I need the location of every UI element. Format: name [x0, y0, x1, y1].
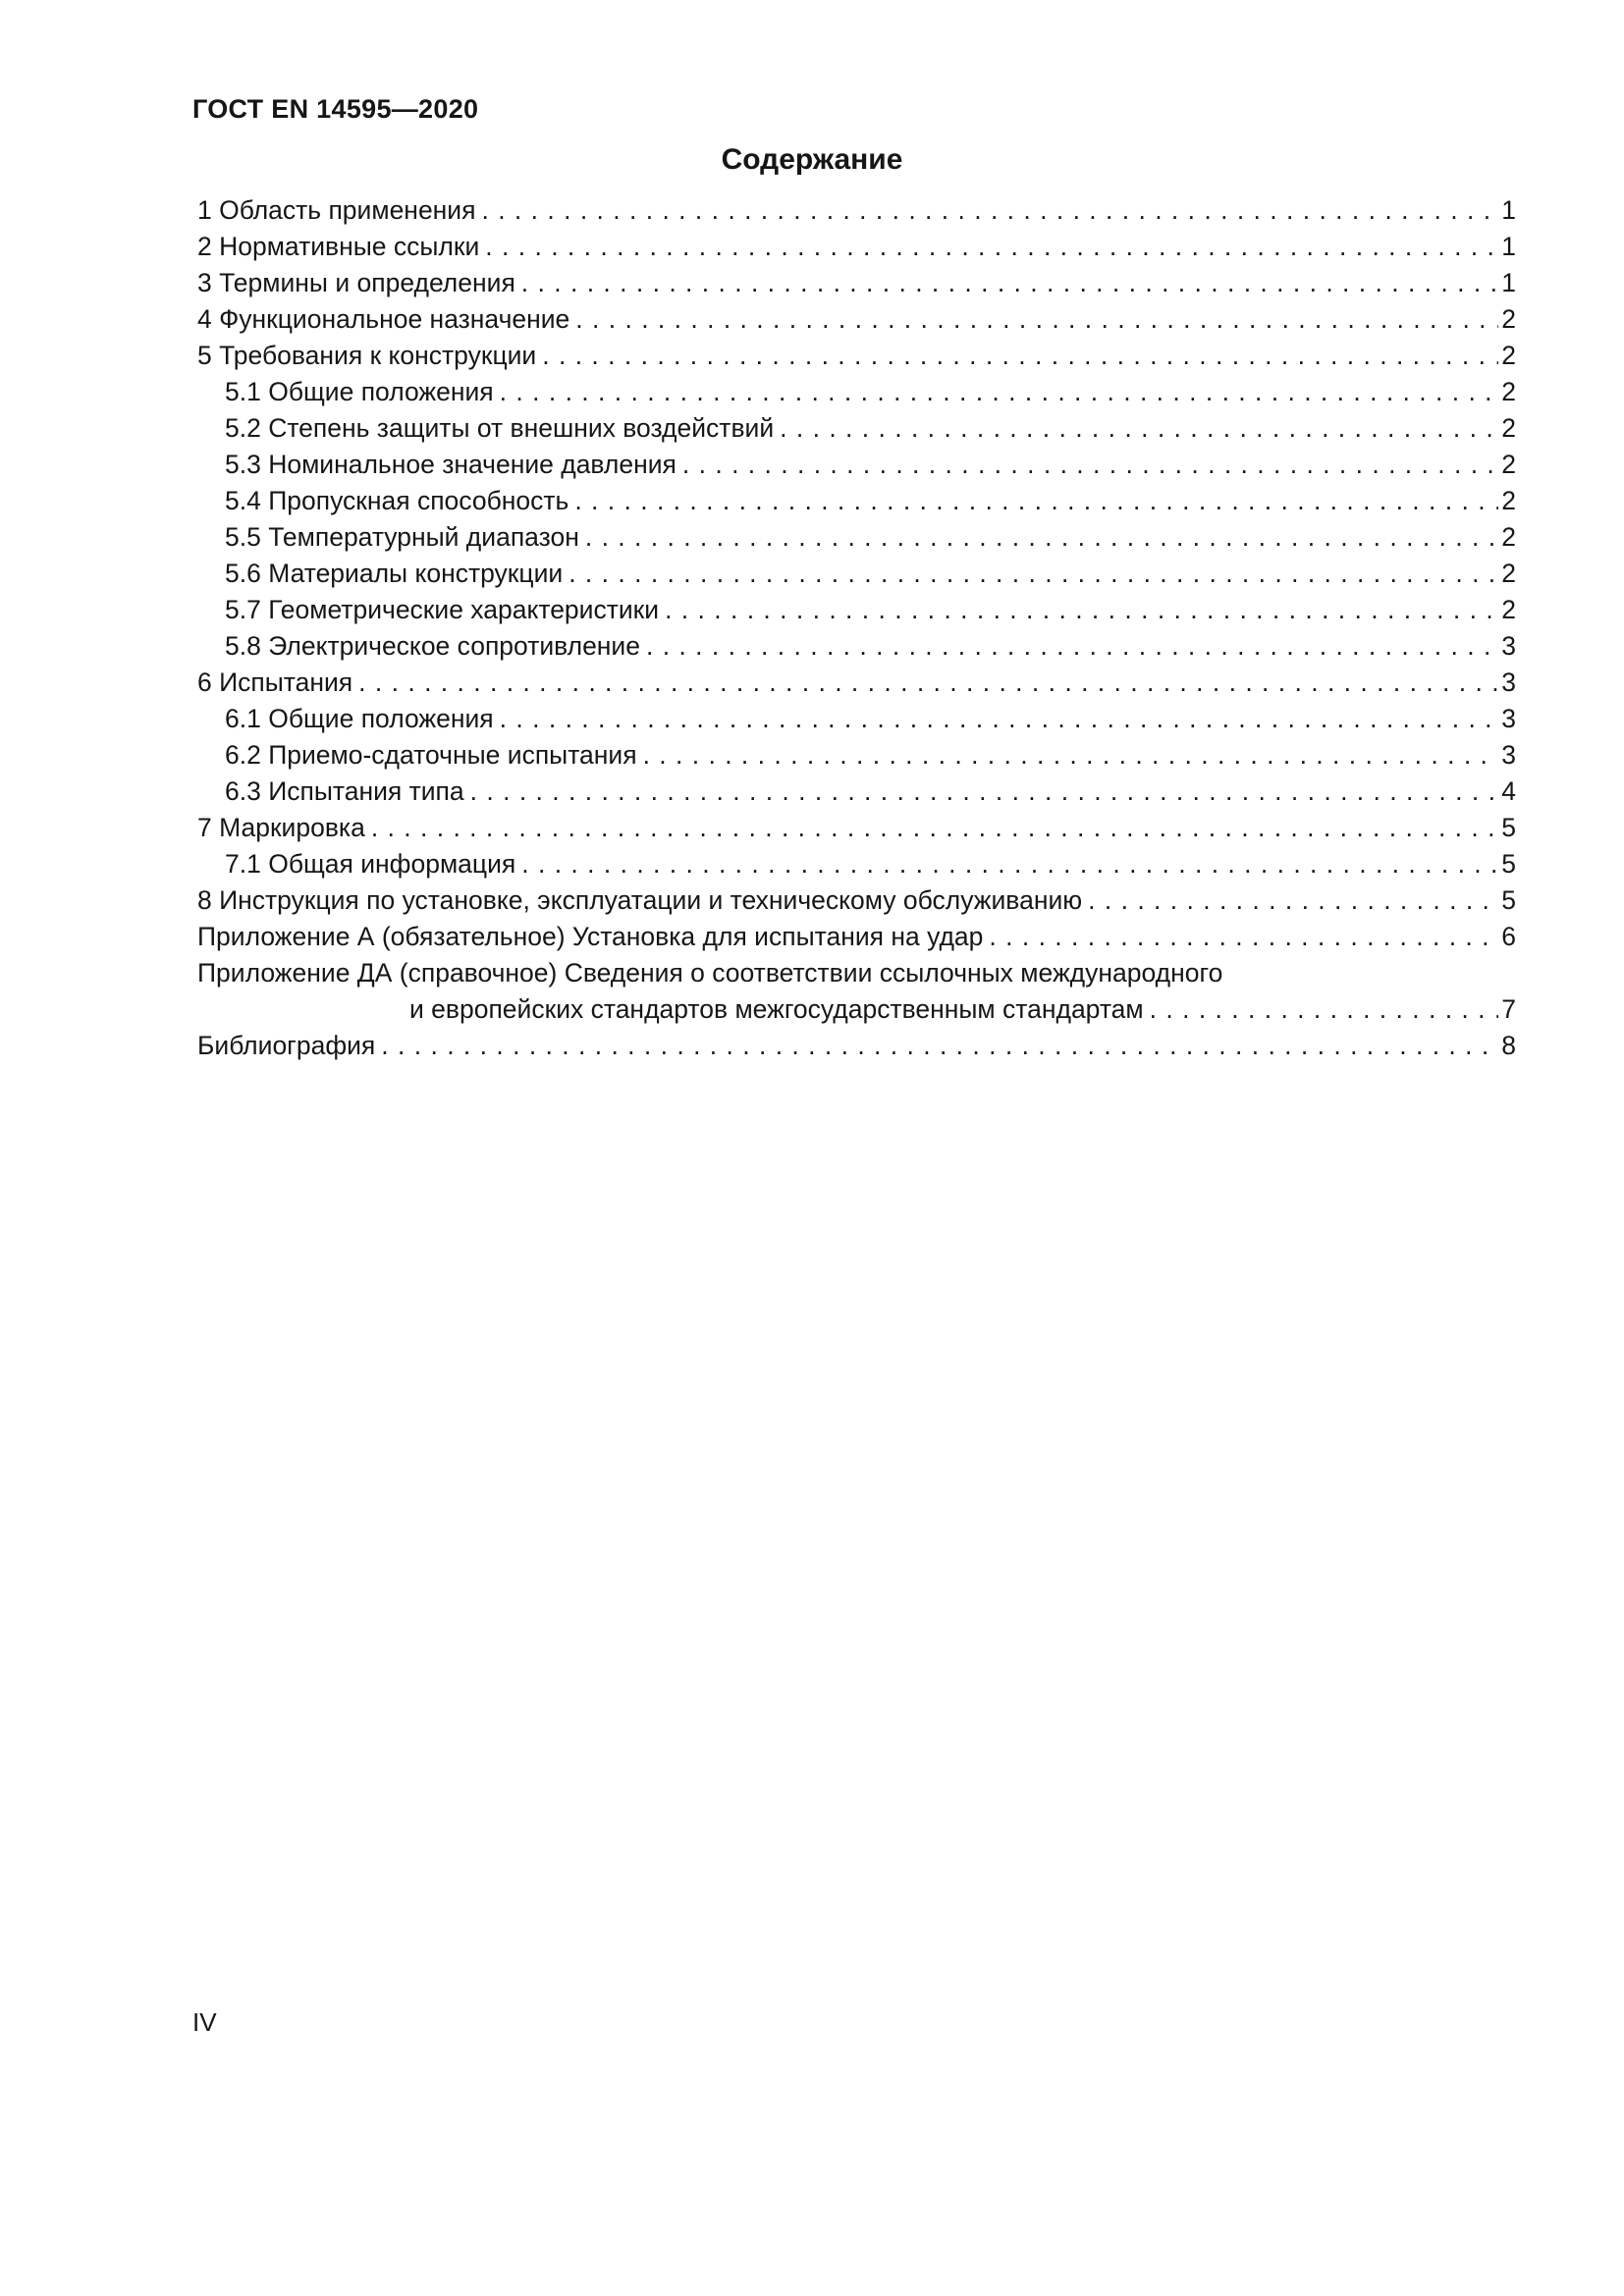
- toc-entry-text: 5.5 Температурный диапазон: [225, 522, 579, 552]
- dot-leader: [682, 447, 1498, 483]
- toc-entry-text: 5.3 Номинальное значение давления: [225, 450, 677, 479]
- toc-entry-page: 5: [1501, 849, 1516, 879]
- dot-leader: [989, 919, 1498, 955]
- dot-leader: [470, 774, 1499, 810]
- toc-entry-text: 6.1 Общие положения: [225, 704, 494, 733]
- toc-entry-text: 5.2 Степень защиты от внешних воздействий: [225, 413, 775, 443]
- page-title: Содержание: [721, 143, 903, 176]
- toc-entry-page: 3: [1501, 631, 1516, 661]
- toc-entry-page: 3: [1501, 740, 1516, 770]
- toc-entry-text: Библиография: [197, 1031, 376, 1060]
- toc-entry-page: 1: [1501, 268, 1516, 297]
- toc-entry-text: 5 Требования к конструкции: [197, 341, 537, 370]
- toc-entry-page: 2: [1501, 413, 1516, 443]
- toc-entry-text: 6 Испытания: [197, 667, 353, 697]
- dot-leader: [485, 229, 1498, 265]
- toc-entry-page: 8: [1501, 1031, 1516, 1060]
- toc-entry: [197, 665, 1516, 701]
- toc-entry-page: 2: [1501, 341, 1516, 370]
- toc-entry: [197, 955, 1516, 991]
- toc-entry-page: 2: [1501, 559, 1516, 588]
- toc-entry-text: 8 Инструкция по установке, эксплуатации и техническому обслуживанию: [197, 885, 1083, 915]
- folio-page-number: IV: [192, 2007, 217, 2037]
- dot-leader: [521, 265, 1498, 301]
- toc-entry: [197, 265, 1516, 301]
- toc-entry: [197, 410, 1516, 447]
- toc-entry-text: 4 Функциональное назначение: [197, 304, 570, 334]
- toc-entry-text: 5.8 Электрическое сопротивление: [225, 631, 640, 661]
- toc-entry: [197, 882, 1516, 919]
- toc-entry-continuation: [197, 991, 1516, 1028]
- toc-entry: [197, 1028, 1516, 1064]
- toc-entry-page: 3: [1501, 667, 1516, 697]
- dot-leader: [665, 592, 1498, 628]
- toc-entry-page: 1: [1501, 232, 1516, 261]
- toc-entry: [197, 919, 1516, 955]
- toc-entry: [197, 737, 1516, 774]
- toc-entry-page: 2: [1501, 377, 1516, 406]
- toc-entry: [197, 592, 1516, 628]
- toc-entry: [197, 301, 1516, 338]
- dot-leader: [500, 374, 1499, 410]
- dot-leader: [574, 483, 1498, 519]
- dot-leader: [1088, 882, 1498, 919]
- toc-entry-page: 2: [1501, 486, 1516, 515]
- dot-leader: [1150, 991, 1499, 1028]
- toc-entry-text: 5.6 Материалы конструкции: [225, 559, 564, 588]
- document-code: ГОСТ EN 14595—2020: [192, 94, 479, 124]
- dot-leader: [780, 410, 1498, 447]
- toc-entry-page: 5: [1501, 885, 1516, 915]
- dot-leader: [481, 192, 1498, 229]
- dot-leader: [568, 556, 1498, 592]
- toc-entry: [197, 338, 1516, 374]
- toc-entry-text: 7 Маркировка: [197, 813, 365, 842]
- toc-entry-text: 6.2 Приемо-сдаточные испытания: [225, 740, 637, 770]
- toc-entry: [197, 846, 1516, 882]
- toc-entry-page: 2: [1501, 450, 1516, 479]
- toc-entry-text: и европейских стандартов межгосударственным стандартам: [409, 994, 1144, 1024]
- toc-entry-text: 6.3 Испытания типа: [225, 776, 464, 806]
- toc-entry: [197, 192, 1516, 229]
- toc-entry-text: 5.4 Пропускная способность: [225, 486, 569, 515]
- toc-entry: [197, 229, 1516, 265]
- toc-entry-text: 3 Термины и определения: [197, 268, 515, 297]
- toc-entry-page: 3: [1501, 704, 1516, 733]
- toc-entry: [197, 447, 1516, 483]
- toc-entry-text: 5.1 Общие положения: [225, 377, 494, 406]
- toc-entry-page: 2: [1501, 595, 1516, 624]
- dot-leader: [381, 1028, 1498, 1064]
- dot-leader: [585, 519, 1498, 556]
- dot-leader: [542, 338, 1498, 374]
- toc-entry-page: 1: [1501, 195, 1516, 225]
- toc-entry: [197, 374, 1516, 410]
- dot-leader: [521, 846, 1498, 882]
- toc-entry: [197, 774, 1516, 810]
- toc-entry: [197, 810, 1516, 846]
- toc-entry-page: 7: [1501, 994, 1516, 1024]
- toc-entry-text: Приложение А (обязательное) Установка для испытания на удар: [197, 922, 984, 951]
- toc-entry: [197, 519, 1516, 556]
- toc-entry-page: 2: [1501, 522, 1516, 552]
- dot-leader: [575, 301, 1498, 338]
- toc-entry: [197, 556, 1516, 592]
- toc-entry-page: 2: [1501, 304, 1516, 334]
- toc-entry-page: 6: [1501, 922, 1516, 951]
- dot-leader: [646, 628, 1498, 665]
- toc-entry: [197, 628, 1516, 665]
- dot-leader: [371, 810, 1498, 846]
- toc-entry-text: 2 Нормативные ссылки: [197, 232, 480, 261]
- dot-leader: [500, 701, 1499, 737]
- toc-entry: [197, 701, 1516, 737]
- toc-entry: [197, 483, 1516, 519]
- toc-entry-page: 4: [1501, 776, 1516, 806]
- dot-leader: [358, 665, 1498, 701]
- toc-entry-text: Приложение ДА (справочное) Сведения о соответствии ссылочных международного: [197, 958, 1223, 988]
- toc-entry-text: 7.1 Общая информация: [225, 849, 516, 879]
- dot-leader: [643, 737, 1499, 774]
- toc-entry-text: 5.7 Геометрические характеристики: [225, 595, 660, 624]
- toc-entry-page: 5: [1501, 813, 1516, 842]
- toc-entry-text: 1 Область применения: [197, 195, 476, 225]
- table-of-contents: [197, 192, 1516, 1064]
